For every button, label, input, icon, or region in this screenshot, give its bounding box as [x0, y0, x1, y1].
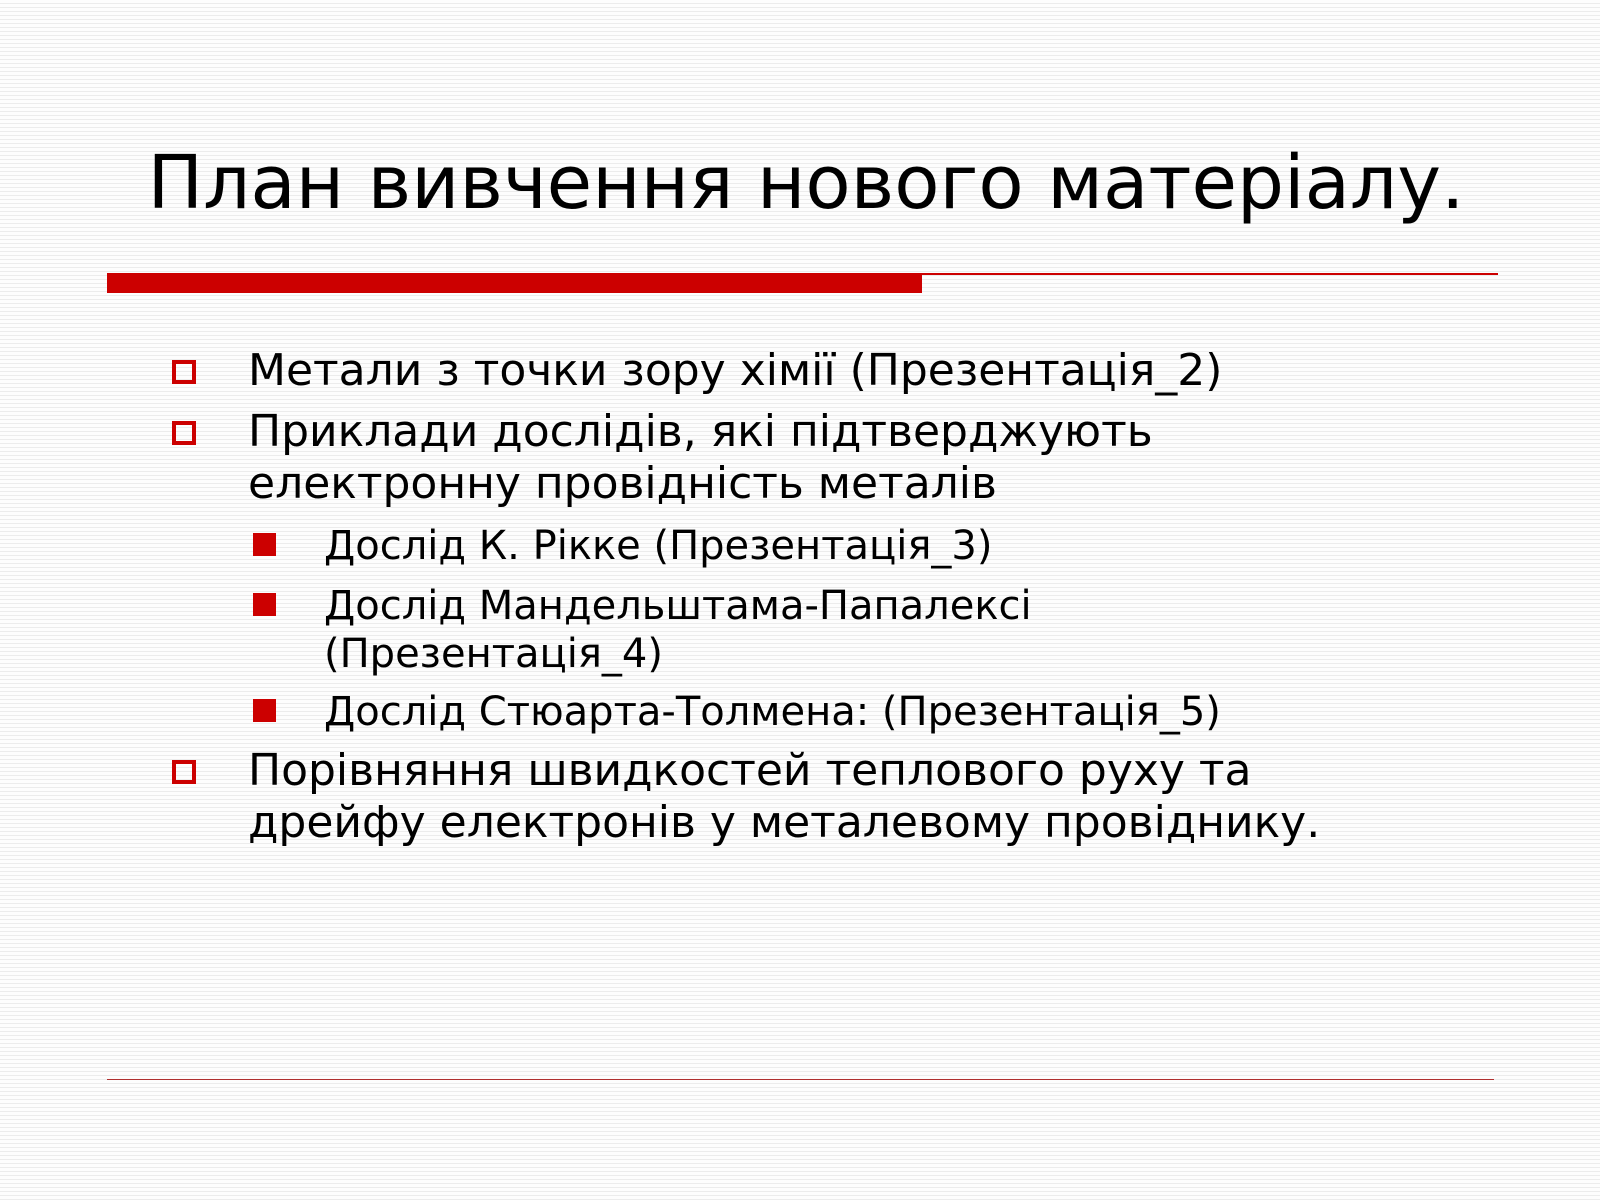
filled-square-icon	[253, 593, 276, 616]
hollow-square-icon	[172, 360, 196, 384]
bullet-text-line: Приклади дослідів, які підтверджують	[248, 406, 1153, 457]
bullet-item-metals-chemistry	[248, 345, 1222, 397]
bullet-text-line: (Презентація_4)	[324, 631, 663, 677]
bullet-text-line: Дослід К. Рікке (Презентація_3)	[324, 523, 993, 569]
slide-title: План вивчення нового матеріалу.	[147, 140, 1465, 226]
footer-divider	[107, 1079, 1494, 1080]
sub-bullet-item-mandelstam-papaleksi	[324, 582, 1032, 678]
bullet-text-line: Метали з точки зору хімії (Презентація_2)	[248, 345, 1223, 396]
bullet-text-line: електронну провідність металів	[248, 458, 997, 509]
bullet-item-experiments	[248, 406, 1153, 510]
title-underline-thin	[922, 273, 1498, 275]
filled-square-icon	[253, 533, 276, 556]
bullet-text-line: Дослід Стюарта-Толмена: (Презентація_5)	[324, 689, 1221, 735]
sub-bullet-item-rikke	[324, 522, 992, 570]
bullet-item-velocity-comparison	[248, 745, 1320, 849]
hollow-square-icon	[172, 760, 196, 784]
bullet-text-line: Порівняння швидкостей теплового руху та	[248, 745, 1252, 796]
hollow-square-icon	[172, 421, 196, 445]
sub-bullet-item-stewart-tolman	[324, 688, 1221, 736]
bullet-text-line: дрейфу електронів у металевому провіднику.	[248, 797, 1321, 848]
title-underline-thick	[107, 273, 922, 293]
bullet-text-line: Дослід Мандельштама-Папалексі	[324, 583, 1032, 629]
filled-square-icon	[253, 699, 276, 722]
